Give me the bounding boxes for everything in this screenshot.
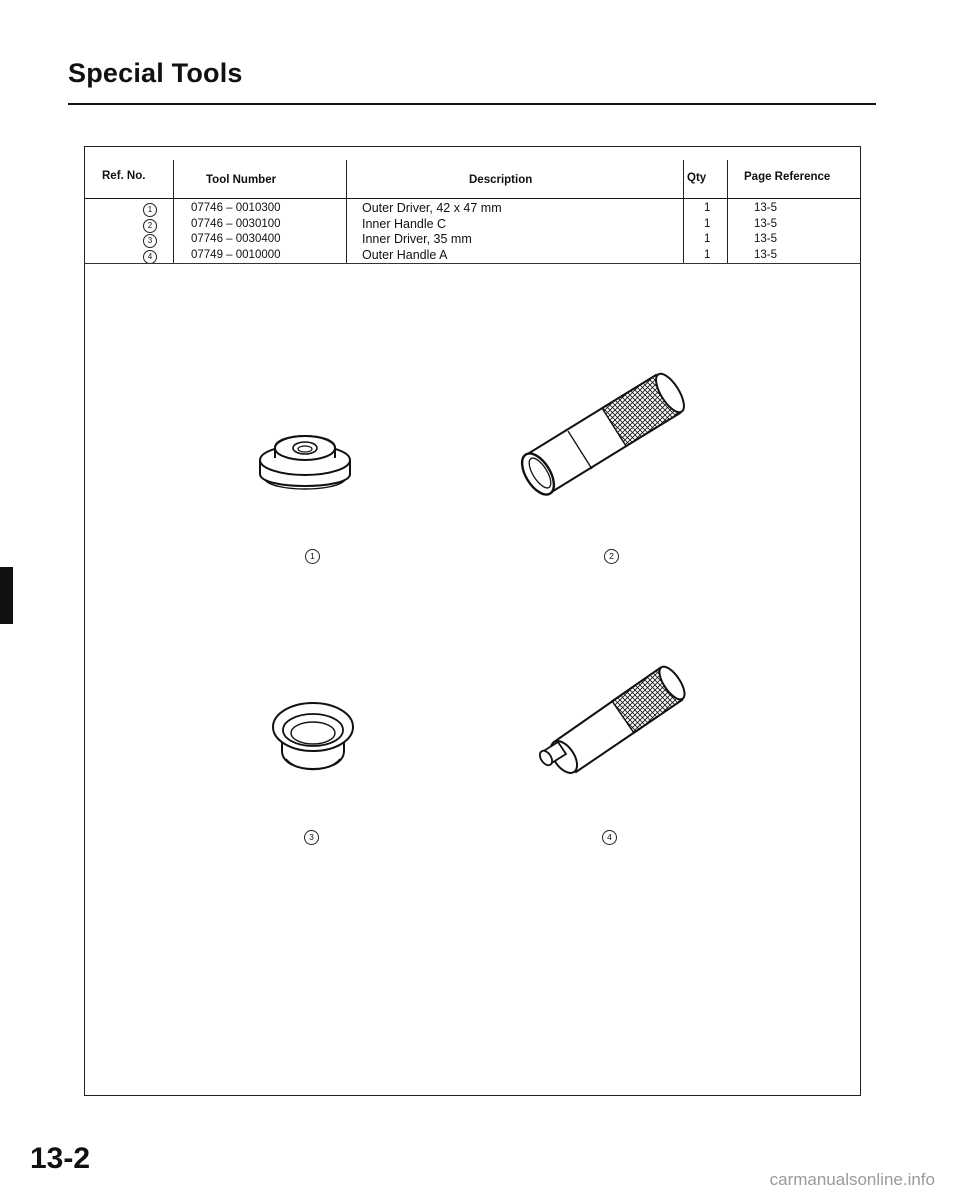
- inner-driver-illustration-icon: [268, 693, 358, 779]
- header-tool-number: Tool Number: [206, 174, 277, 186]
- section-thumb-tab: [0, 567, 13, 624]
- page-reference-cell: 13-5: [754, 248, 778, 261]
- header-page-reference: Page Reference: [744, 171, 831, 183]
- header-description: Description: [469, 174, 533, 186]
- tool-number-cell: 07749 – 0010000: [191, 248, 281, 261]
- column-separator: [346, 160, 347, 263]
- callout-2: 2: [604, 549, 619, 564]
- callout-3: 3: [304, 830, 319, 845]
- page-reference-cell: 13-5: [754, 217, 778, 230]
- title-rule: [68, 103, 876, 105]
- tool-number-cell: 07746 – 0030100: [191, 217, 281, 230]
- ref-circle-2: 2: [143, 219, 157, 233]
- page-number: 13-2: [30, 1142, 91, 1175]
- callout-4: 4: [602, 830, 617, 845]
- tool-number-column: [191, 201, 281, 263]
- description-column: [362, 201, 502, 263]
- page-reference-cell: 13-5: [754, 233, 778, 245]
- content-frame: [84, 146, 861, 1096]
- inner-handle-illustration-icon: [510, 355, 700, 510]
- description-cell: Inner Driver, 35 mm: [362, 232, 472, 246]
- tool-number-cell: 07746 – 0030400: [191, 233, 281, 245]
- qty-cell: 1: [704, 202, 711, 214]
- header-rule: [84, 198, 861, 199]
- description-cell: Outer Driver, 42 x 47 mm: [362, 201, 502, 215]
- table-bottom-rule: [84, 263, 861, 264]
- header-qty: Qty: [687, 172, 707, 184]
- column-separator: [727, 160, 728, 263]
- page-title: Special Tools: [68, 58, 243, 88]
- ref-circle-1: 1: [143, 203, 157, 217]
- qty-cell: 1: [704, 217, 711, 230]
- tool-number-cell: 07746 – 0010300: [191, 202, 281, 214]
- column-separator: [173, 160, 174, 263]
- qty-cell: 1: [704, 248, 711, 261]
- description-cell: Outer Handle A: [362, 247, 448, 262]
- outer-handle-illustration-icon: [520, 650, 700, 780]
- table-header-row: [84, 164, 861, 198]
- page-reference-cell: 13-5: [754, 202, 778, 214]
- qty-column: [704, 201, 710, 263]
- column-separator: [683, 160, 684, 263]
- watermark: carmanualsonline.info: [769, 1170, 935, 1189]
- ref-circle-3: 3: [143, 234, 157, 248]
- header-ref-no: Ref. No.: [102, 170, 146, 182]
- ref-circle-4: 4: [143, 250, 157, 264]
- page-reference-column: [754, 201, 777, 263]
- qty-cell: 1: [704, 233, 711, 245]
- callout-1: 1: [305, 549, 320, 564]
- description-cell: Inner Handle C: [362, 216, 447, 231]
- ref-no-column: [143, 202, 157, 265]
- outer-driver-illustration-icon: [255, 418, 355, 500]
